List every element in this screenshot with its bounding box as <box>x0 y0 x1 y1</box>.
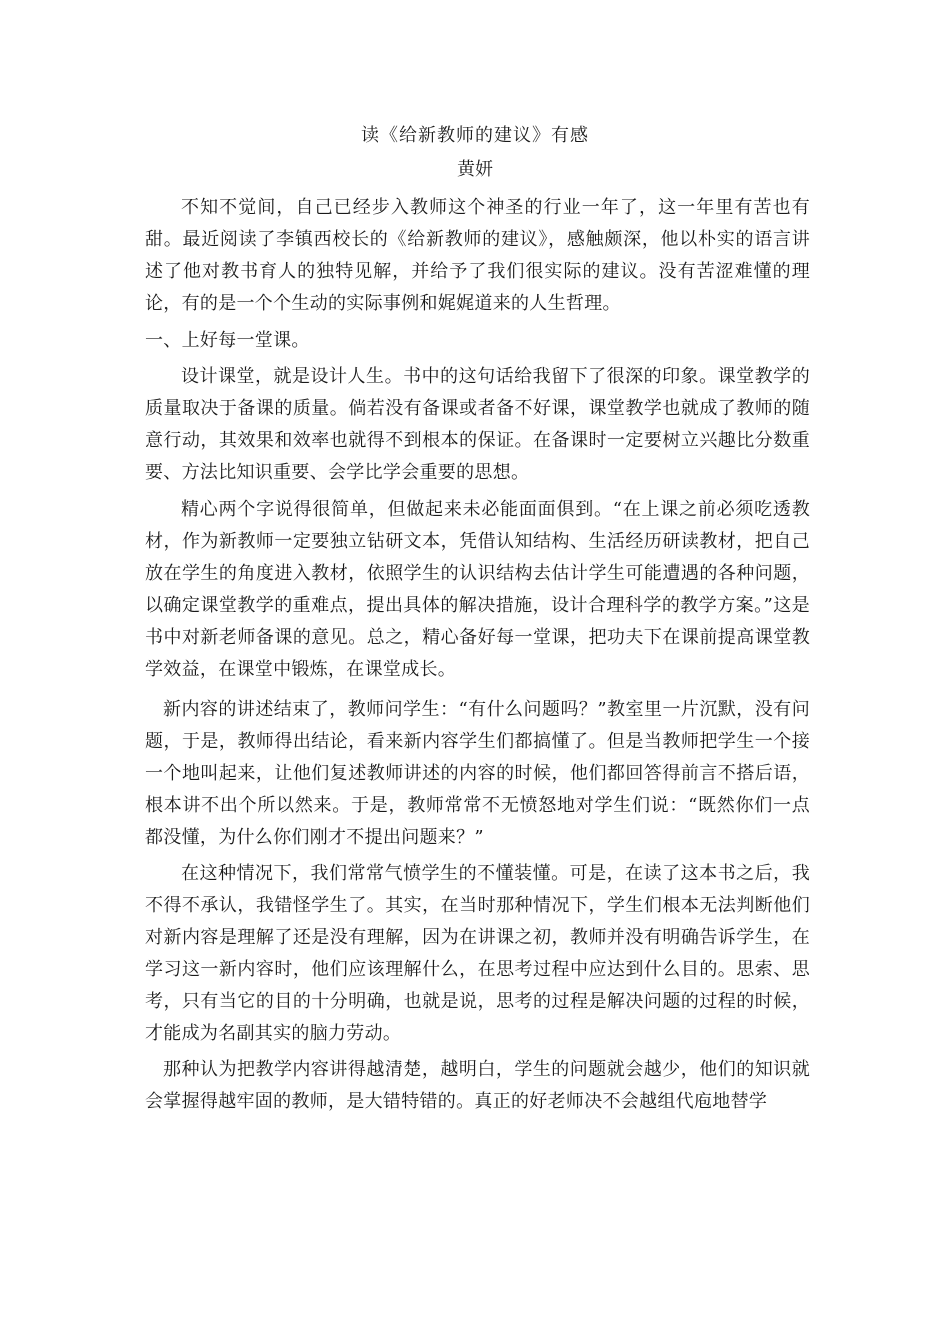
paragraph-careful-prep: 精心两个字说得很简单，但做起来未必能面面俱到。“在上课之前必须吃透教材，作为新教师一定要独立钻研文本，凭借认知结构、生活经历研读教材，把自己放在学生的角度进入教材，依照学生的认识结构去估计学生可能遭遇的各种问题，以确定课堂教学的重难点，提出具体的解决措施，设计合理科学的教学方案。”这是书中对新老师备课的意见。总之，精心备好每一堂课，把功夫下在课前提高课堂教学效益，在课堂中锻炼，在课堂成长。 <box>145 499 810 680</box>
paragraph-reflection: 在这种情况下，我们常常气愤学生的不懂装懂。可是，在读了这本书之后，我不得不承认，我错怪学生了。其实，在当时那种情况下，学生们根本无法判断他们对新内容是理解了还是没有理解，因为在讲课之初，教师并没有明确告诉学生，在学习这一新内容时，他们应该理解什么，在思考过程中应达到什么目的。思索、思考，只有当它的目的十分明确，也就是说，思考的过程是解决问题的过程的时候，才能成为名副其实的脑力劳动。 <box>145 863 810 1044</box>
document-body <box>145 192 810 1118</box>
paragraph-questions: 新内容的讲述结束了，教师问学生：“有什么问题吗？”教室里一片沉默，没有问题，于是，教师得出结论，看来新内容学生们都搞懂了。但是当教师把学生一个接一个地叫起来，让他们复述教师讲述的内容的时候，他们都回答得前言不搭后语，根本讲不出个所以然来。于是，教师常常不无愤怒地对学生们说：“既然你们一点都没懂，为什么你们刚才不提出问题来？” <box>145 699 810 848</box>
section-heading: 一、上好每一堂课。 <box>145 330 310 351</box>
paragraph-good-teacher: 那种认为把教学内容讲得越清楚，越明白，学生的问题就会越少，他们的知识就会掌握得越牢固的教师，是大错特错的。真正的好老师决不会越组代庖地替学 <box>145 1059 810 1112</box>
paragraph-intro: 不知不觉间，自己已经步入教师这个神圣的行业一年了，这一年里有苦也有甜。最近阅读了李镇西校长的《给新教师的建议》，感触颇深，他以朴实的语言讲述了他对教书育人的独特见解，并给予了我们很实际的建议。没有苦涩难懂的理论，有的是一个个生动的实际事例和娓娓道来的人生哲理。 <box>145 197 810 314</box>
paragraph-design: 设计课堂，就是设计人生。书中的这句话给我留下了很深的印象。课堂教学的质量取决于备课的质量。倘若没有备课或者备不好课，课堂教学也就成了教师的随意行动，其效果和效率也就得不到根本的保证。在备课时一定要树立兴趣比分数重要、方法比知识重要、会学比学会重要的思想。 <box>145 366 810 483</box>
document-title: 读《给新教师的建议》有感 <box>361 125 589 146</box>
document-author: 黄妍 <box>457 159 493 180</box>
